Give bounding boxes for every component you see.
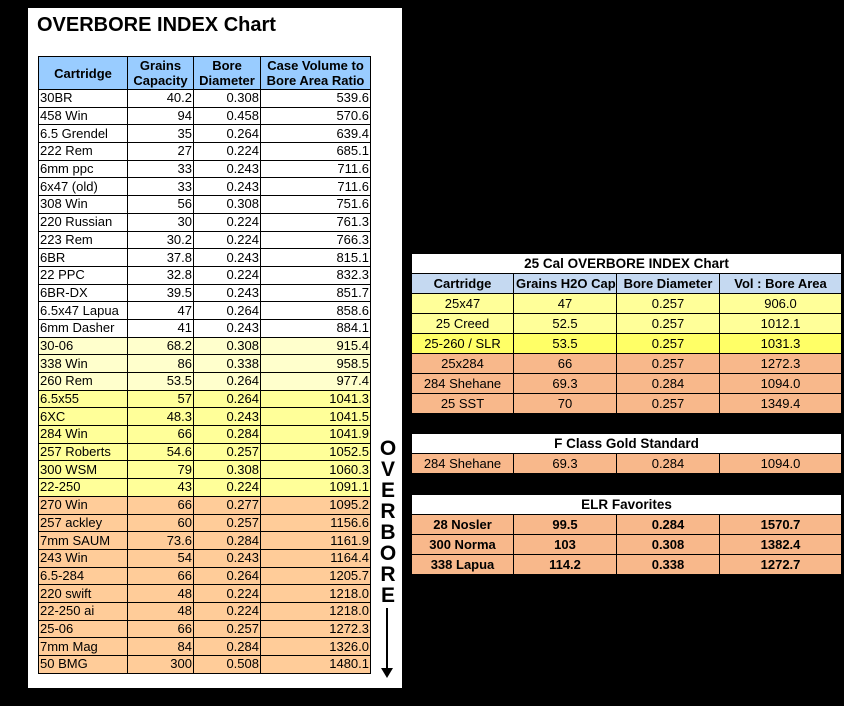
cartridge-cell: 300 WSM (39, 461, 128, 479)
table-row (39, 532, 371, 550)
cartridge-cell: 284 Shehane (412, 454, 514, 474)
ratio-cell: 1041.9 (261, 426, 371, 444)
cartridge-cell: 284 Shehane (412, 374, 514, 394)
table-row (39, 514, 371, 532)
overbore-index-table (38, 56, 371, 674)
cal25-header-ratio: Vol : Bore Area (720, 274, 842, 294)
table-row (39, 426, 371, 444)
ratio-cell: 711.6 (261, 160, 371, 178)
table-row (39, 107, 371, 125)
grains-cell: 66 (514, 354, 617, 374)
table-row (39, 160, 371, 178)
overbore-label-text: O V E R B O R E (379, 437, 397, 607)
cal25-header-bore: Bore Diameter (617, 274, 720, 294)
table-row (39, 319, 371, 337)
table-row (39, 249, 371, 267)
ratio-cell: 1156.6 (261, 514, 371, 532)
ratio-cell: 1094.0 (720, 454, 842, 474)
cartridge-cell: 25x47 (412, 294, 514, 314)
table-row (39, 496, 371, 514)
table-row (412, 555, 842, 575)
cartridge-cell: 7mm Mag (39, 638, 128, 656)
ratio-cell: 1095.2 (261, 496, 371, 514)
grains-cell: 52.5 (514, 314, 617, 334)
bore-cell: 0.224 (194, 266, 261, 284)
table-row (412, 535, 842, 555)
ratio-cell: 958.5 (261, 355, 371, 373)
bore-cell: 0.308 (194, 337, 261, 355)
cal25-overbore-table (411, 253, 842, 414)
grains-cell: 69.3 (514, 374, 617, 394)
cartridge-cell: 300 Norma (412, 535, 514, 555)
bore-cell: 0.257 (194, 514, 261, 532)
table-row (39, 373, 371, 391)
cartridge-cell: 22-250 ai (39, 602, 128, 620)
cartridge-cell: 25-06 (39, 620, 128, 638)
cartridge-cell: 222 Rem (39, 143, 128, 161)
fclass-title-row (412, 434, 842, 454)
cal25-title: 25 Cal OVERBORE INDEX Chart (412, 254, 842, 274)
cartridge-cell: 22-250 (39, 479, 128, 497)
table-row (39, 390, 371, 408)
grains-cell: 66 (128, 567, 194, 585)
bore-cell: 0.257 (617, 334, 720, 354)
cartridge-cell: 6.5x55 (39, 390, 128, 408)
ratio-cell: 1041.3 (261, 390, 371, 408)
grains-cell: 33 (128, 178, 194, 196)
cartridge-cell: 30-06 (39, 337, 128, 355)
header-grains-line2: Capacity (133, 73, 188, 88)
cartridge-cell: 338 Win (39, 355, 128, 373)
table-row (412, 294, 842, 314)
cartridge-cell: 308 Win (39, 196, 128, 214)
bore-cell: 0.243 (194, 408, 261, 426)
table-row (39, 461, 371, 479)
grains-cell: 53.5 (514, 334, 617, 354)
bore-cell: 0.224 (194, 585, 261, 603)
elr-favorites-table (411, 494, 842, 575)
grains-cell: 300 (128, 656, 194, 674)
ratio-cell: 1326.0 (261, 638, 371, 656)
grains-cell: 73.6 (128, 532, 194, 550)
bore-cell: 0.284 (617, 515, 720, 535)
table-row (412, 515, 842, 535)
bore-cell: 0.264 (194, 125, 261, 143)
ratio-cell: 539.6 (261, 90, 371, 108)
grains-cell: 48 (128, 585, 194, 603)
bore-cell: 0.257 (194, 620, 261, 638)
grains-cell: 53.5 (128, 373, 194, 391)
ratio-cell: 915.4 (261, 337, 371, 355)
bore-cell: 0.243 (194, 249, 261, 267)
header-bore-line2: Diameter (199, 73, 255, 88)
ratio-cell: 1052.5 (261, 443, 371, 461)
ratio-cell: 851.7 (261, 284, 371, 302)
table-row (39, 355, 371, 373)
bore-cell: 0.257 (617, 394, 720, 414)
table-row (39, 196, 371, 214)
table-row (39, 549, 371, 567)
cal25-title-row (412, 254, 842, 274)
ratio-cell: 1012.1 (720, 314, 842, 334)
table-row (39, 266, 371, 284)
header-ratio-line2: Bore Area Ratio (266, 73, 365, 88)
ratio-cell: 815.1 (261, 249, 371, 267)
arrow-head-icon (381, 668, 393, 678)
grains-cell: 54.6 (128, 443, 194, 461)
grains-cell: 86 (128, 355, 194, 373)
cartridge-cell: 220 swift (39, 585, 128, 603)
ratio-cell: 858.6 (261, 302, 371, 320)
ratio-cell: 1349.4 (720, 394, 842, 414)
table-row (412, 374, 842, 394)
table-row (39, 585, 371, 603)
table-row (39, 178, 371, 196)
cartridge-cell: 25 SST (412, 394, 514, 414)
header-bore-diameter (194, 57, 261, 90)
cartridge-cell: 22 PPC (39, 266, 128, 284)
table-row (412, 314, 842, 334)
grains-cell: 94 (128, 107, 194, 125)
elr-title-row (412, 495, 842, 515)
ratio-cell: 1205.7 (261, 567, 371, 585)
cartridge-cell: 6mm Dasher (39, 319, 128, 337)
ratio-cell: 1382.4 (720, 535, 842, 555)
grains-cell: 66 (128, 620, 194, 638)
cartridge-cell: 223 Rem (39, 231, 128, 249)
table-row (39, 302, 371, 320)
ratio-cell: 570.6 (261, 107, 371, 125)
cartridge-cell: 220 Russian (39, 213, 128, 231)
cartridge-cell: 6.5 Grendel (39, 125, 128, 143)
bore-cell: 0.284 (194, 532, 261, 550)
ratio-cell: 1164.4 (261, 549, 371, 567)
bore-cell: 0.243 (194, 549, 261, 567)
grains-cell: 70 (514, 394, 617, 414)
ratio-cell: 1161.9 (261, 532, 371, 550)
overbore-index-panel (28, 8, 402, 688)
table-row (39, 90, 371, 108)
bore-cell: 0.264 (194, 567, 261, 585)
bore-cell: 0.458 (194, 107, 261, 125)
elr-title: ELR Favorites (412, 495, 842, 515)
table-row (39, 408, 371, 426)
bore-cell: 0.264 (194, 302, 261, 320)
grains-cell: 30 (128, 213, 194, 231)
cal25-body (412, 294, 842, 414)
cartridge-cell: 50 BMG (39, 656, 128, 674)
table-row (39, 620, 371, 638)
table-row (39, 337, 371, 355)
bore-cell: 0.257 (617, 294, 720, 314)
table-row (39, 231, 371, 249)
cal25-header-grains: Grains H2O Cap (514, 274, 617, 294)
bore-cell: 0.284 (194, 638, 261, 656)
table-header-row (39, 57, 371, 90)
cartridge-cell: 6XC (39, 408, 128, 426)
bore-cell: 0.284 (194, 426, 261, 444)
bore-cell: 0.264 (194, 373, 261, 391)
table-row (39, 213, 371, 231)
cartridge-cell: 338 Lapua (412, 555, 514, 575)
bore-cell: 0.308 (194, 196, 261, 214)
table-row (412, 354, 842, 374)
grains-cell: 60 (128, 514, 194, 532)
table-row (39, 443, 371, 461)
grains-cell: 69.3 (514, 454, 617, 474)
grains-cell: 56 (128, 196, 194, 214)
header-grains-capacity (128, 57, 194, 90)
grains-cell: 66 (128, 496, 194, 514)
table-body (39, 90, 371, 674)
bore-cell: 0.224 (194, 213, 261, 231)
bore-cell: 0.224 (194, 231, 261, 249)
bore-cell: 0.284 (617, 454, 720, 474)
cartridge-cell: 6x47 (old) (39, 178, 128, 196)
fclass-gold-standard-table (411, 433, 842, 474)
grains-cell: 39.5 (128, 284, 194, 302)
cartridge-cell: 25x284 (412, 354, 514, 374)
bore-cell: 0.243 (194, 160, 261, 178)
grains-cell: 48 (128, 602, 194, 620)
elr-body (412, 515, 842, 575)
bore-cell: 0.257 (617, 314, 720, 334)
grains-cell: 32.8 (128, 266, 194, 284)
grains-cell: 114.2 (514, 555, 617, 575)
ratio-cell: 1060.3 (261, 461, 371, 479)
table-row (412, 334, 842, 354)
ratio-cell: 1218.0 (261, 585, 371, 603)
table-row (39, 656, 371, 674)
header-ratio (261, 57, 371, 90)
cartridge-cell: 257 Roberts (39, 443, 128, 461)
table-row (412, 394, 842, 414)
cartridge-cell: 260 Rem (39, 373, 128, 391)
grains-cell: 33 (128, 160, 194, 178)
grains-cell: 40.2 (128, 90, 194, 108)
ratio-cell: 761.3 (261, 213, 371, 231)
bore-cell: 0.338 (617, 555, 720, 575)
grains-cell: 43 (128, 479, 194, 497)
cartridge-cell: 6mm ppc (39, 160, 128, 178)
ratio-cell: 711.6 (261, 178, 371, 196)
table-row (39, 638, 371, 656)
table-row (39, 143, 371, 161)
ratio-cell: 1480.1 (261, 656, 371, 674)
ratio-cell: 766.3 (261, 231, 371, 249)
grains-cell: 54 (128, 549, 194, 567)
cartridge-cell: 458 Win (39, 107, 128, 125)
cartridge-cell: 6BR-DX (39, 284, 128, 302)
cal25-header-cartridge: Cartridge (412, 274, 514, 294)
ratio-cell: 751.6 (261, 196, 371, 214)
grains-cell: 48.3 (128, 408, 194, 426)
cartridge-cell: 243 Win (39, 549, 128, 567)
fclass-title: F Class Gold Standard (412, 434, 842, 454)
bore-cell: 0.508 (194, 656, 261, 674)
grains-cell: 30.2 (128, 231, 194, 249)
table-row (39, 602, 371, 620)
grains-cell: 99.5 (514, 515, 617, 535)
cartridge-cell: 6BR (39, 249, 128, 267)
header-grains-line1: Grains (139, 58, 182, 73)
ratio-cell: 906.0 (720, 294, 842, 314)
bore-cell: 0.257 (194, 443, 261, 461)
ratio-cell: 832.3 (261, 266, 371, 284)
grains-cell: 103 (514, 535, 617, 555)
cartridge-cell: 270 Win (39, 496, 128, 514)
bore-cell: 0.257 (617, 354, 720, 374)
bore-cell: 0.308 (194, 90, 261, 108)
grains-cell: 27 (128, 143, 194, 161)
grains-cell: 68.2 (128, 337, 194, 355)
grains-cell: 35 (128, 125, 194, 143)
ratio-cell: 1272.3 (261, 620, 371, 638)
bore-cell: 0.243 (194, 319, 261, 337)
ratio-cell: 1094.0 (720, 374, 842, 394)
fclass-body (412, 454, 842, 474)
ratio-cell: 1272.7 (720, 555, 842, 575)
grains-cell: 37.8 (128, 249, 194, 267)
grains-cell: 79 (128, 461, 194, 479)
bore-cell: 0.277 (194, 496, 261, 514)
ratio-cell: 1272.3 (720, 354, 842, 374)
cartridge-cell: 6.5-284 (39, 567, 128, 585)
bore-cell: 0.308 (194, 461, 261, 479)
ratio-cell: 639.4 (261, 125, 371, 143)
table-row (39, 284, 371, 302)
cartridge-cell: 25-260 / SLR (412, 334, 514, 354)
ratio-cell: 977.4 (261, 373, 371, 391)
grains-cell: 41 (128, 319, 194, 337)
table-row (39, 479, 371, 497)
ratio-cell: 1041.5 (261, 408, 371, 426)
bore-cell: 0.224 (194, 479, 261, 497)
header-bore-line1: Bore (212, 58, 242, 73)
grains-cell: 57 (128, 390, 194, 408)
bore-cell: 0.284 (617, 374, 720, 394)
grains-cell: 47 (514, 294, 617, 314)
cartridge-cell: 28 Nosler (412, 515, 514, 535)
bore-cell: 0.243 (194, 284, 261, 302)
bore-cell: 0.338 (194, 355, 261, 373)
bore-cell: 0.308 (617, 535, 720, 555)
grains-cell: 66 (128, 426, 194, 444)
grains-cell: 84 (128, 638, 194, 656)
bore-cell: 0.224 (194, 143, 261, 161)
bore-cell: 0.243 (194, 178, 261, 196)
overbore-vertical-label (374, 438, 402, 606)
ratio-cell: 884.1 (261, 319, 371, 337)
ratio-cell: 1570.7 (720, 515, 842, 535)
cartridge-cell: 7mm SAUM (39, 532, 128, 550)
cartridge-cell: 257 ackley (39, 514, 128, 532)
ratio-cell: 1218.0 (261, 602, 371, 620)
table-row (39, 125, 371, 143)
cal25-header-row (412, 274, 842, 294)
bore-cell: 0.264 (194, 390, 261, 408)
cartridge-cell: 6.5x47 Lapua (39, 302, 128, 320)
ratio-cell: 1031.3 (720, 334, 842, 354)
cartridge-cell: 25 Creed (412, 314, 514, 334)
table-row (39, 567, 371, 585)
ratio-cell: 685.1 (261, 143, 371, 161)
down-arrow-icon (386, 608, 388, 670)
cartridge-cell: 284 Win (39, 426, 128, 444)
header-cartridge: Cartridge (39, 57, 128, 90)
ratio-cell: 1091.1 (261, 479, 371, 497)
grains-cell: 47 (128, 302, 194, 320)
page-title: OVERBORE INDEX Chart (37, 14, 276, 36)
table-row (412, 454, 842, 474)
cartridge-cell: 30BR (39, 90, 128, 108)
bore-cell: 0.224 (194, 602, 261, 620)
header-ratio-line1: Case Volume to (267, 58, 364, 73)
